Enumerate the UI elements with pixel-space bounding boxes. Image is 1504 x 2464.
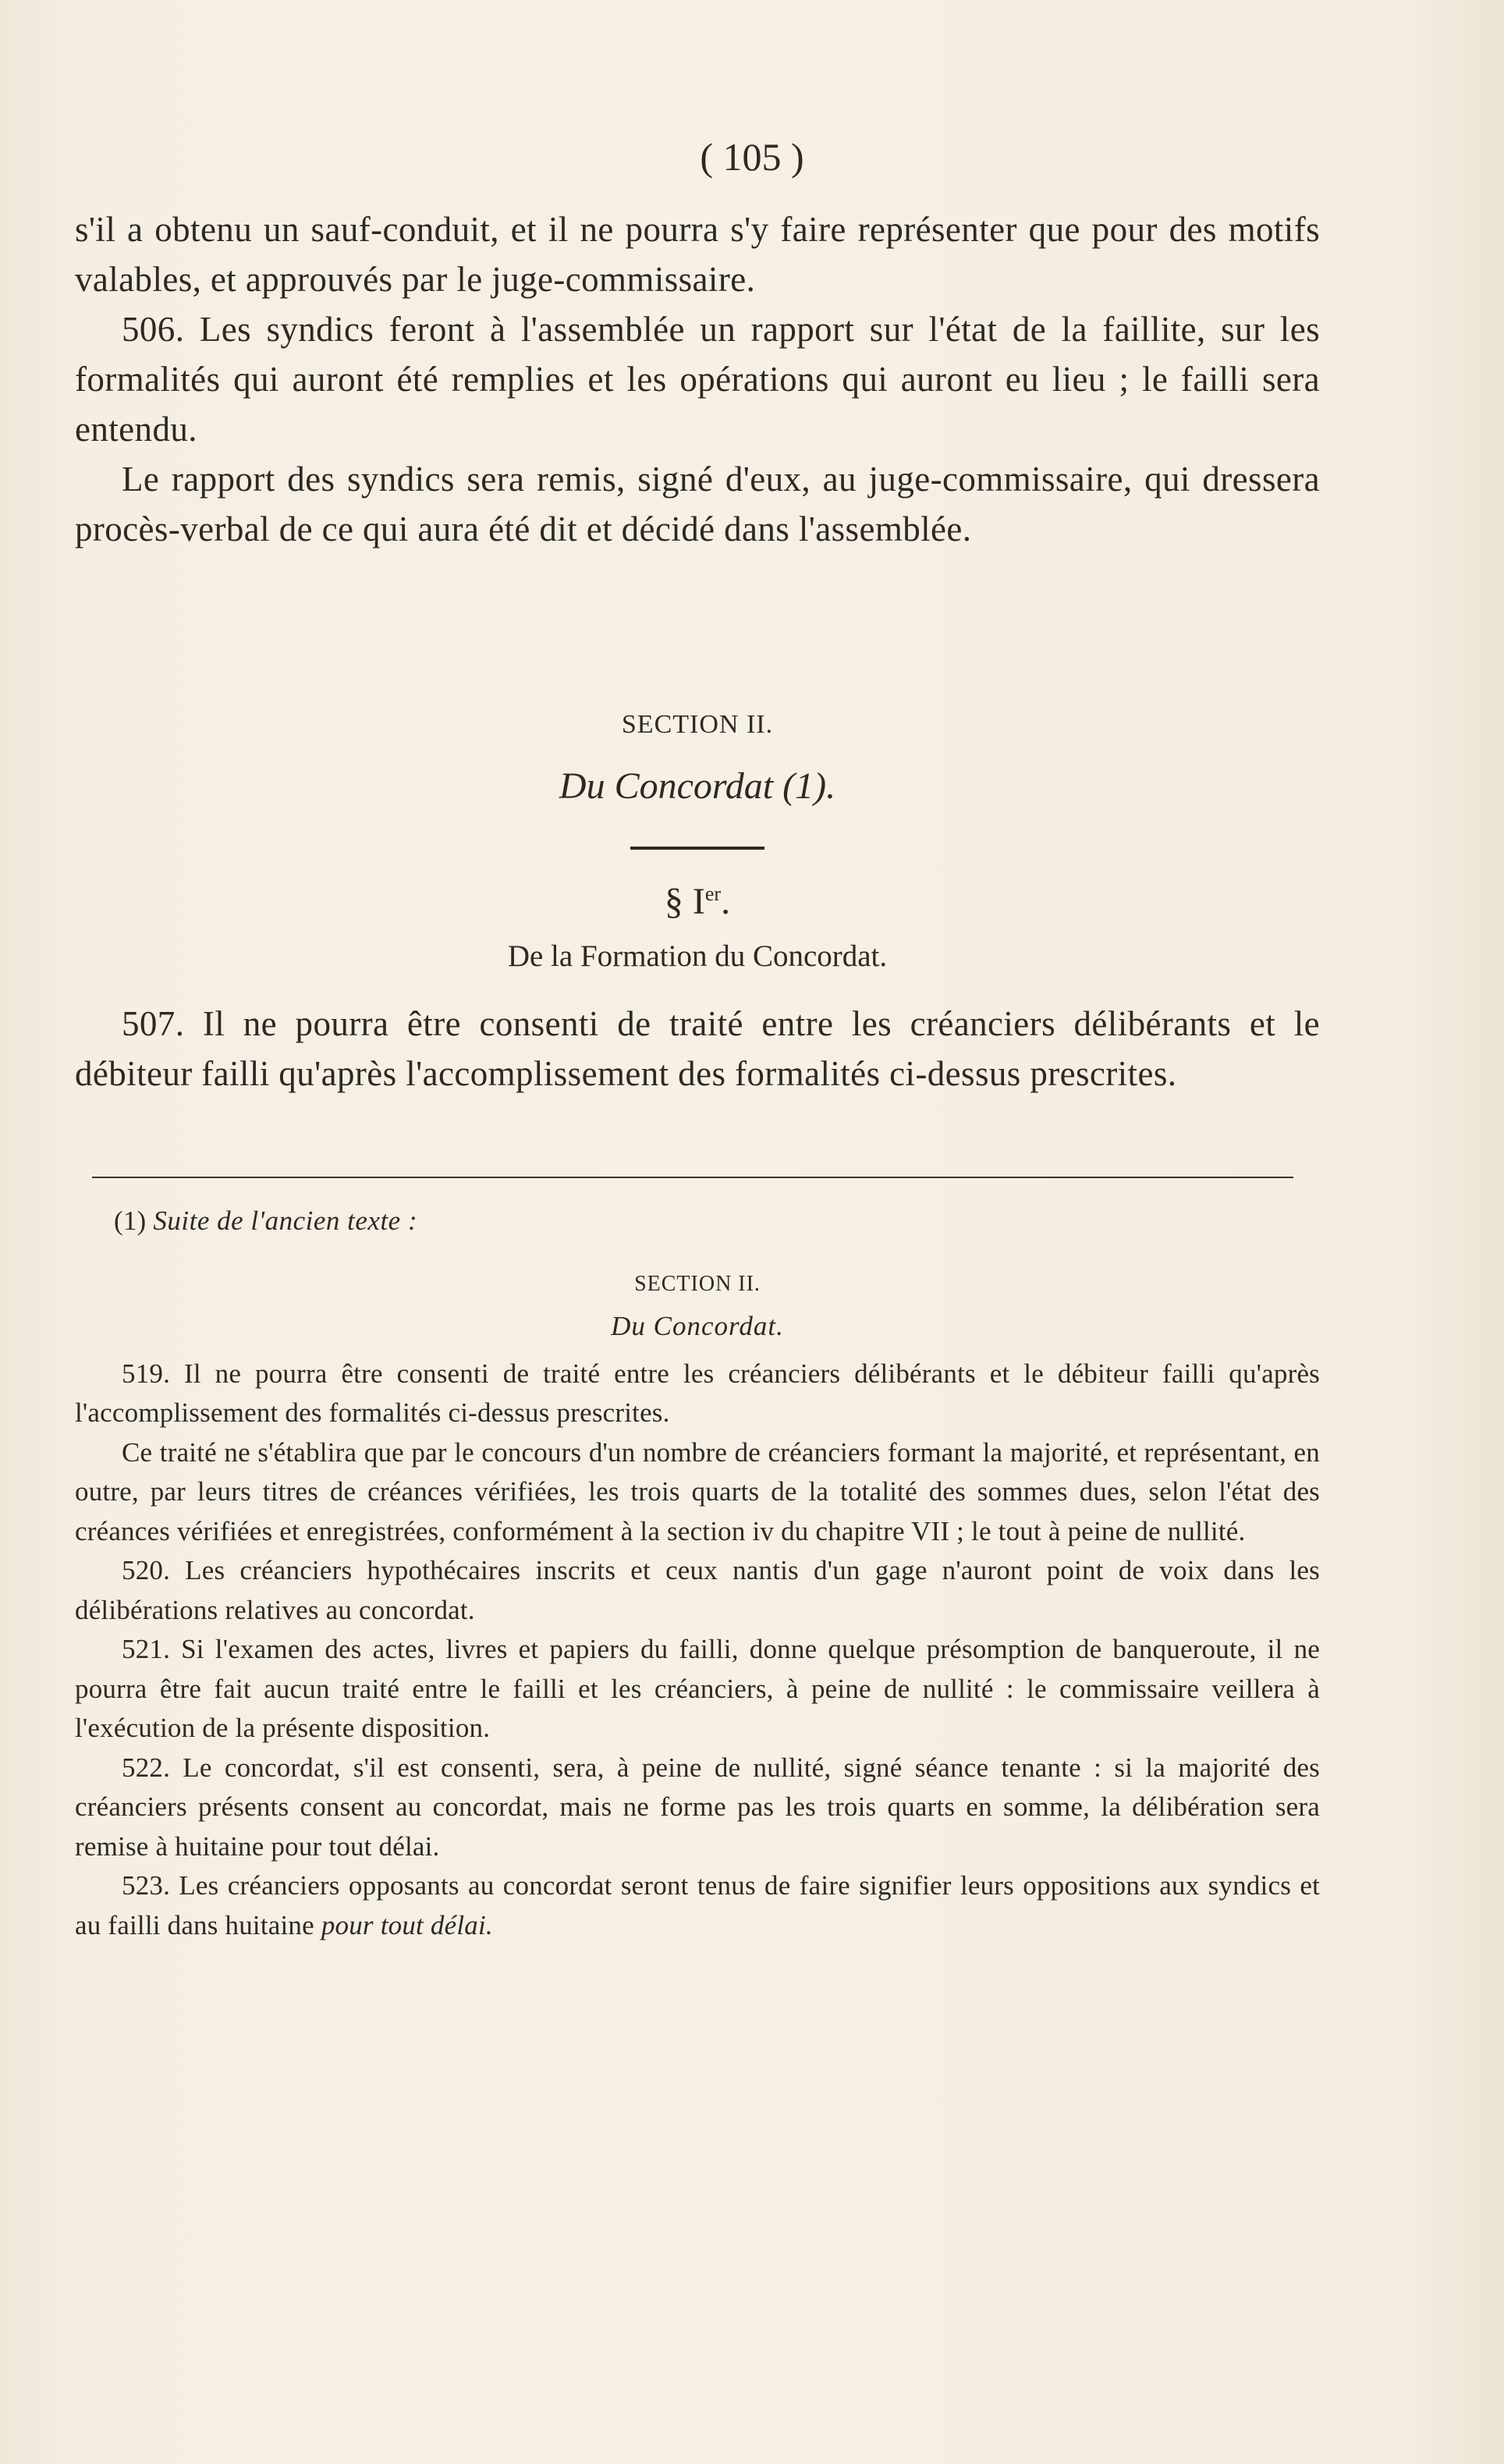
footnote-section-title: Du Concordat. [611, 1311, 784, 1341]
main-text [75, 204, 1320, 554]
paragraph-superscript: er [704, 882, 722, 905]
section-divider [630, 847, 764, 850]
paragraph-period: . [721, 881, 731, 922]
footnote-heading-text: Suite de l'ancien texte : [153, 1205, 418, 1236]
footnote-paragraph: 522. Le concordat, s'il est consenti, sera, à peine de nullité, signé séance tenante : si la majorité des créanciers présents consent au concordat, mais ne forme pas les trois quarts en somme, la délibération sera remise à huitaine pour tout délai. [75, 1752, 1320, 1862]
footnote-last-text: 523. Les créanciers opposants au concordat seront tenus de faire signifier leurs oppositions aux syndics et au failli dans huitaine [75, 1870, 1320, 1940]
footnote-marker: (1) [114, 1205, 147, 1236]
section-label: SECTION II. [621, 710, 774, 739]
footnote-paragraph: 520. Les créanciers hypothécaires inscrits et ceux nantis d'un gage n'auront point de voix dans les délibérations relatives au concordat. [75, 1555, 1320, 1625]
footnote-section-label: SECTION II. [634, 1271, 761, 1296]
continuation-paragraph: s'il a obtenu un sauf-conduit, et il ne pourra s'y faire représenter que pour des motifs valables, et approuvés par le juge-commissaire. [75, 210, 1320, 299]
article-506-second-paragraph: Le rapport des syndics sera remis, signé d'eux, au juge-commissaire, qui dressera procès-verbal de ce qui aura été dit et décidé dans l'assemblée. [75, 460, 1320, 549]
footnote-paragraph: Ce traité ne s'établira que par le concours d'un nombre de créanciers formant la majorité, et représentant, en outre, par leurs titres de créances vérifiées, les trois quarts de la totalité des sommes dues, selon l'état des créances vérifiées et enregistrées, conformément à la section iv du chapitre VII ; le tout à peine de nullité. [75, 1436, 1320, 1546]
section-title: Du Concordat (1). [559, 765, 836, 807]
article-507-block [75, 999, 1320, 1099]
article-506-paragraph: 506. Les syndics feront à l'assemblée un rapport sur l'état de la faillite, sur les formalités qui auront été remplies et les opérations qui auront eu lieu ; le failli sera entendu. [75, 310, 1320, 449]
footnote-last-paragraph [75, 1866, 1320, 1945]
footnote [75, 1164, 1320, 1945]
footnote-paragraph: 521. Si l'examen des actes, livres et papiers du failli, donne quelque présomption de banqueroute, il ne pourra être fait aucun traité entre le failli et les créanciers, à peine de nullité : le commissaire veillera à l'exécution de la présente disposition. [75, 1634, 1320, 1743]
footnote-last-italic: pour tout délai. [321, 1909, 493, 1940]
footnote-paragraph: 519. Il ne pourra être consenti de traité entre les créanciers délibérants et le débiteur failli qu'après l'accomplissement des formalités ci-dessus prescrites. [75, 1358, 1320, 1428]
page-number: ( 105 ) [700, 135, 804, 179]
paragraph-title [75, 880, 1320, 923]
article-507-paragraph: 507. Il ne pourra être consenti de traité entre les créanciers délibérants et le débiteur failli qu'après l'accomplissement des formalités ci-dessus prescrites. [75, 1004, 1320, 1093]
paragraph-subtitle: De la Formation du Concordat. [507, 939, 888, 973]
footnote-heading [75, 1202, 1320, 1241]
paragraph-symbol: § I [664, 881, 705, 922]
